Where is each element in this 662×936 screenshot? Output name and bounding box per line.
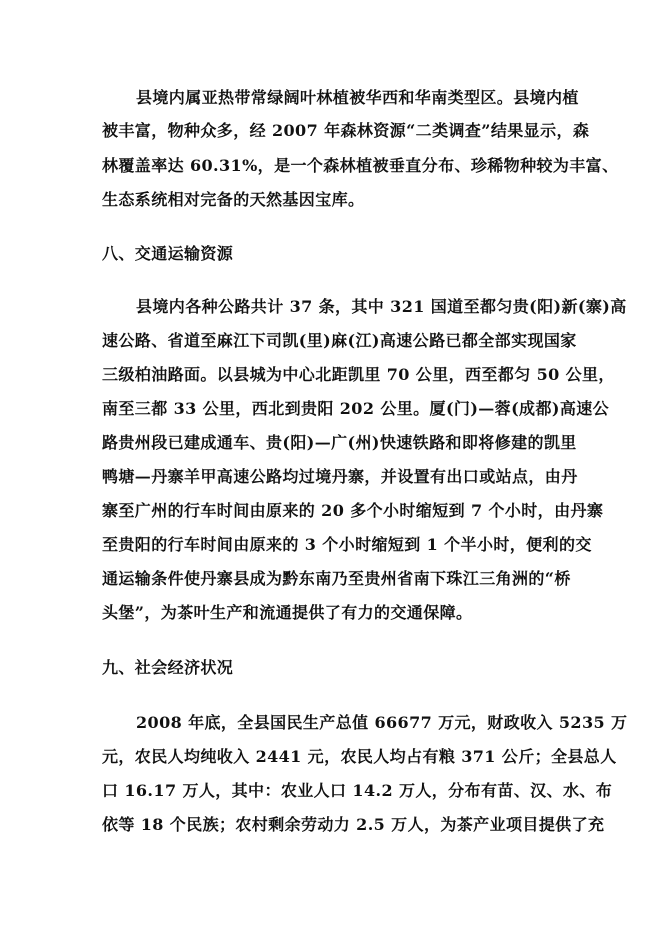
transport-heading: 八、交通运输资源 xyxy=(102,244,234,263)
economy-line-3: 口 16.17 万人，其中：农业人口 14.2 万人，分布有苗、汉、水、布 xyxy=(102,781,613,800)
transport-line-3: 三级柏油路面。以县城为中心北距凯里 70 公里，西至都匀 50 公里， xyxy=(102,365,615,384)
transport-line-8: 至贵阳的行车时间由原来的 3 个小时缩短到 1 个半小时，便利的交 xyxy=(102,535,592,554)
economy-line-4: 依等 18 个民族；农村剩余劳动力 2.5 万人，为茶产业项目提供了充 xyxy=(102,815,605,834)
transport-line-1: 县境内各种公路共计 37 条，其中 321 国道至都匀贵(阳)新(寨)高 xyxy=(136,297,627,316)
transport-line-10: 头堡”，为茶叶生产和流通提供了有力的交通保障。 xyxy=(102,603,473,622)
economy-heading: 九、社会经济状况 xyxy=(102,658,234,677)
transport-line-2: 速公路、省道至麻江下司凯(里)麻(江)高速公路已都全部实现国家 xyxy=(102,331,577,350)
vegetation-line-2: 被丰富，物种众多，经 2007 年森林资源“二类调查”结果显示，森 xyxy=(102,121,590,140)
economy-line-1: 2008 年底，全县国民生产总值 66677 万元，财政收入 5235 万 xyxy=(136,713,628,732)
economy-line-2: 元，农民人均纯收入 2441 元，农民人均占有粮 371 公斤；全县总人 xyxy=(102,747,617,766)
transport-line-6: 鸭塘—丹寨羊甲高速公路均过境丹寨，并设置有出口或站点，由丹 xyxy=(102,467,578,486)
vegetation-line-3: 林覆盖率达 60.31%，是一个森林植被垂直分布、珍稀物种较为丰富、 xyxy=(102,156,619,175)
transport-line-4: 南至三都 33 公里，西北到贵阳 202 公里。厦(门)—蓉(成都)高速公 xyxy=(102,399,610,418)
vegetation-line-4: 生态系统相对完备的天然基因宝库。 xyxy=(102,190,365,209)
vegetation-line-1: 县境内属亚热带常绿阔叶林植被华西和华南类型区。县境内植 xyxy=(136,88,579,107)
transport-line-5: 路贵州段已建成通车、贵(阳)—广(州)快速铁路和即将修建的凯里 xyxy=(102,433,577,452)
transport-line-7: 寨至广州的行车时间由原来的 20 多个小时缩短到 7 个小时，由丹寨 xyxy=(102,501,604,520)
transport-line-9: 通运输条件使丹寨县成为黔东南乃至贵州省南下珠江三角洲的“桥 xyxy=(102,569,571,588)
